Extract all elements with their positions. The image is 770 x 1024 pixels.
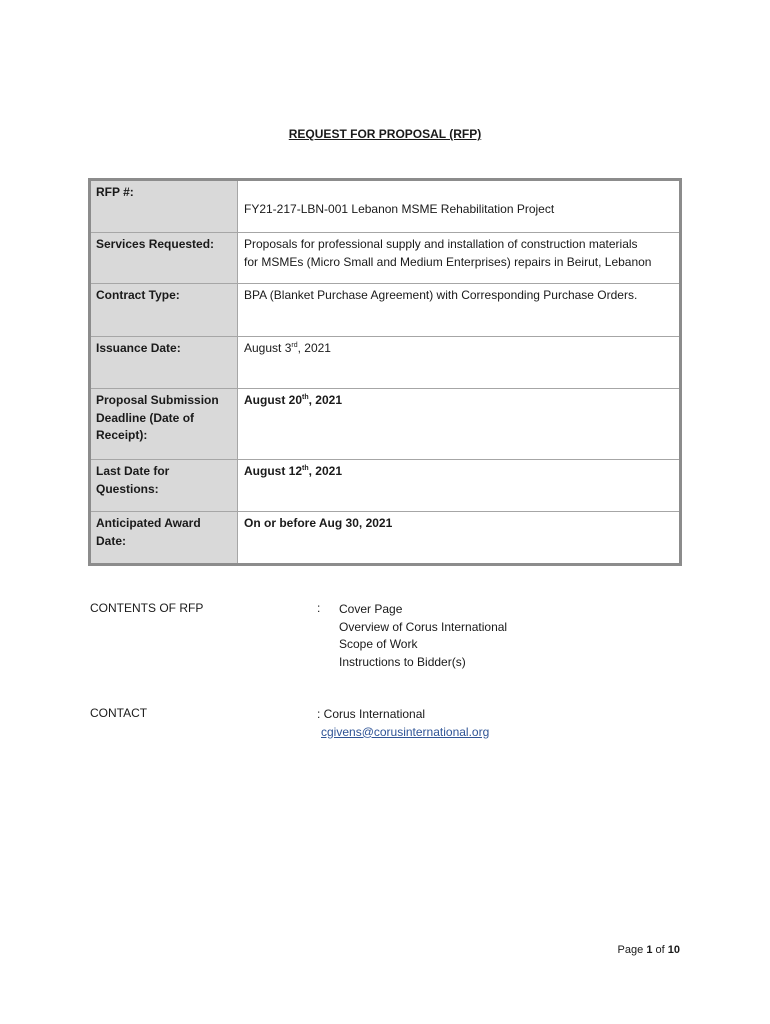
deadline-value	[238, 389, 679, 410]
deadline-label	[91, 389, 237, 445]
contract-type-label: Contract Type:	[96, 288, 180, 302]
services-value	[238, 233, 679, 271]
deadline-main: August 20	[244, 393, 303, 407]
issuance-date-label: Issuance Date:	[96, 341, 181, 355]
list-item: Cover Page	[339, 602, 403, 616]
table-row-services	[90, 233, 681, 284]
contract-type-value-cell	[238, 284, 681, 337]
deadline-label-cell	[90, 389, 238, 460]
contents-label: CONTENTS OF RFP	[90, 601, 204, 615]
document-title: REQUEST FOR PROPOSAL (RFP)	[288, 127, 482, 141]
contents-list	[339, 601, 507, 671]
issuance-date-value-cell	[238, 337, 681, 389]
table-row-questions-date	[90, 460, 681, 512]
table-row-contract-type	[90, 284, 681, 337]
questions-label-line-1: Last Date for	[96, 464, 170, 478]
award-label-cell	[90, 512, 238, 565]
issuance-date-suffix: rd	[291, 342, 298, 349]
questions-label-line-2: Questions:	[96, 481, 159, 496]
award-label-line-2: Date:	[96, 533, 127, 548]
award-label-line-1: Anticipated Award	[96, 516, 201, 530]
award-label	[91, 512, 237, 550]
deadline-value-cell	[238, 389, 681, 460]
deadline-label-line-1: Proposal Submission	[96, 393, 219, 407]
services-line-1: Proposals for professional supply and installation of construction materials	[244, 237, 638, 251]
rfp-number-label: RFP #:	[96, 185, 134, 199]
issuance-date-main: August 3	[244, 341, 292, 355]
questions-main: August 12	[244, 464, 303, 478]
deadline-year: , 2021	[308, 393, 342, 407]
issuance-date-label-cell	[90, 337, 238, 389]
table-row-issuance-date	[90, 337, 681, 389]
award-value: On or before Aug 30, 2021	[244, 516, 393, 530]
award-value-cell	[238, 512, 681, 565]
rfp-number-label-cell	[90, 180, 238, 233]
rfp-number-value: FY21-217-LBN-001 Lebanon MSME Rehabilitation Project	[244, 202, 555, 216]
deadline-label-line-2: Deadline (Date of	[96, 410, 195, 425]
deadline-label-line-3: Receipt):	[96, 428, 148, 442]
page-word: Page	[617, 944, 644, 956]
contract-type-label-cell	[90, 284, 238, 337]
questions-value-cell	[238, 460, 681, 512]
contact-block	[317, 706, 489, 741]
page-current: 1	[646, 944, 653, 956]
services-value-cell	[238, 233, 681, 284]
rfp-number-value-cell	[238, 180, 681, 233]
list-item: Scope of Work	[339, 637, 418, 651]
services-line-2: for MSMEs (Micro Small and Medium Enterprises) repairs in Beirut, Lebanon	[244, 254, 652, 269]
contents-colon: :	[317, 601, 321, 615]
of-word: of	[655, 944, 665, 956]
deadline-suffix: th	[302, 394, 309, 401]
table-row-award-date	[90, 512, 681, 565]
services-label: Services Requested:	[96, 237, 215, 251]
questions-value	[238, 460, 679, 481]
questions-label	[91, 460, 237, 498]
contact-email-link[interactable]: cgivens@corusinternational.org	[321, 724, 490, 739]
questions-year: , 2021	[308, 464, 342, 478]
page-footer	[618, 944, 680, 956]
issuance-date-value	[238, 337, 679, 358]
contact-org: : Corus International	[317, 707, 426, 721]
services-label-cell	[90, 233, 238, 284]
issuance-date-year: , 2021	[297, 341, 331, 355]
table-row-rfp-number	[90, 180, 681, 233]
contract-type-value: BPA (Blanket Purchase Agreement) with Corresponding Purchase Orders.	[244, 288, 638, 302]
questions-label-cell	[90, 460, 238, 512]
page-total: 10	[667, 944, 680, 956]
questions-suffix: th	[302, 465, 309, 472]
list-item: Overview of Corus International	[339, 619, 508, 634]
contact-label: CONTACT	[90, 706, 148, 720]
rfp-summary-table	[88, 178, 682, 566]
list-item: Instructions to Bidder(s)	[339, 654, 466, 669]
table-row-submission-deadline	[90, 389, 681, 460]
